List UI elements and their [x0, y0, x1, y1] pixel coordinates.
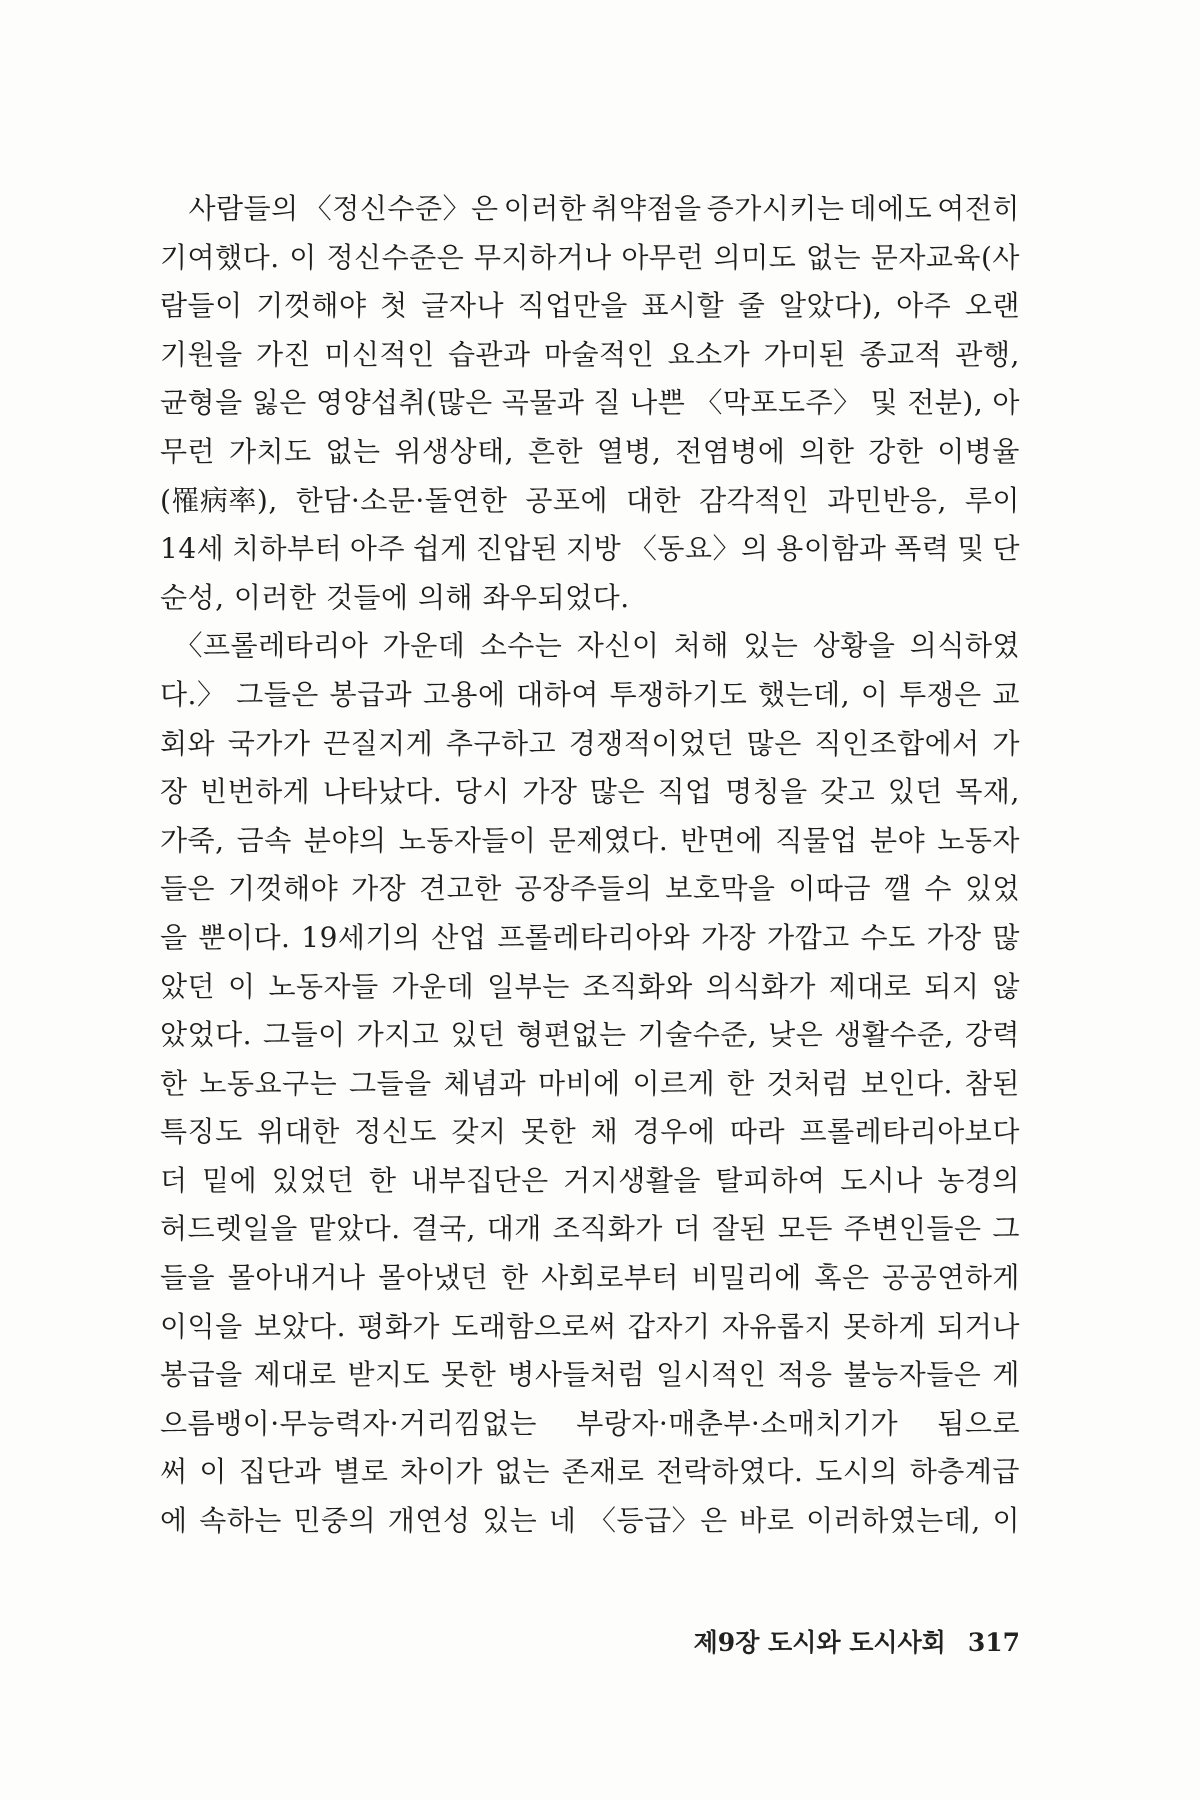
text-line: 허드렛일을 맡았다. 결국, 대개 조직화가 더 잘된 모든 주변인들은 그: [160, 1212, 1020, 1246]
text-line: 사람들의 〈정신수준〉은 이러한 취약점을 증가시키는 데에도 여전히: [160, 192, 1020, 225]
text-line: 순성, 이러한 것들에 의해 좌우되었다.: [160, 580, 630, 614]
text-line: 기여했다. 이 정신수준은 무지하거나 아무런 의미도 없는 문자교육(사: [160, 240, 1020, 274]
text-line: 다.〉 그들은 봉급과 고용에 대하여 투쟁하기도 했는데, 이 투쟁은 교: [160, 677, 1020, 711]
text-line: 봉급을 제대로 받지도 못한 병사들처럼 일시적인 적응 불능자들은 게: [160, 1358, 1020, 1392]
text-line: 았었다. 그들이 가지고 있던 형편없는 기술수준, 낮은 생활수준, 강력: [160, 1018, 1020, 1052]
text-line: 을 뿐이다. 19세기의 산업 프롤레타리아와 가장 가깝고 수도 가장 많: [160, 920, 1020, 954]
text-line: 특징도 위대한 정신도 갖지 못한 채 경우에 따라 프롤레타리아보다: [160, 1115, 1020, 1149]
text-line: 들을 몰아내거나 몰아냈던 한 사회로부터 비밀리에 혹은 공공연하게: [160, 1261, 1020, 1295]
text-line: 장 빈번하게 나타났다. 당시 가장 많은 직업 명칭을 갖고 있던 목재,: [160, 775, 1020, 809]
text-line: 한 노동요구는 그들을 체념과 마비에 이르게 한 것처럼 보인다. 참된: [160, 1066, 1020, 1100]
text-line: 았던 이 노동자들 가운데 일부는 조직화와 의식화가 제대로 되지 않: [160, 969, 1020, 1003]
page-number: 317: [967, 1628, 1020, 1657]
text-line: 더 밑에 있었던 한 내부집단은 거지생활을 탈피하여 도시나 농경의: [160, 1163, 1020, 1197]
text-line: 가죽, 금속 분야의 노동자들이 문제였다. 반면에 직물업 분야 노동자: [160, 823, 1020, 857]
text-line: 으름뱅이·무능력자·거리낌없는 부랑자·매춘부·소매치기가 됨으로: [160, 1406, 1020, 1440]
body-text: [160, 185, 1020, 1546]
text-line: 균형을 잃은 영양섭취(많은 곡물과 질 나쁜 〈막포도주〉 및 전분), 아: [160, 386, 1020, 420]
page-footer: [694, 1623, 1020, 1659]
text-line: 14세 치하부터 아주 쉽게 진압된 지방 〈동요〉의 용이함과 폭력 및 단: [160, 532, 1020, 566]
text-line: 람들이 기껏해야 첫 글자나 직업만을 표시할 줄 알았다), 아주 오랜: [160, 289, 1020, 323]
text-line: 기원을 가진 미신적인 습관과 마술적인 요소가 가미된 종교적 관행,: [160, 337, 1020, 371]
text-line: 〈프롤레타리아 가운데 소수는 자신이 처해 있는 상황을 의식하였: [160, 629, 1020, 663]
text-line: 들은 기껏해야 가장 견고한 공장주들의 보호막을 이따금 깰 수 있었: [160, 872, 1020, 906]
running-chapter-title: 제9장 도시와 도시사회: [693, 1628, 946, 1657]
text-line: 에 속하는 민중의 개연성 있는 네 〈등급〉은 바로 이러하였는데, 이: [160, 1504, 1020, 1538]
text-line: 이익을 보았다. 평화가 도래함으로써 갑자기 자유롭지 못하게 되거나: [160, 1309, 1020, 1343]
text-line: 무런 가치도 없는 위생상태, 흔한 열병, 전염병에 의한 강한 이병율: [160, 434, 1020, 468]
text-line: 써 이 집단과 별로 차이가 없는 존재로 전락하였다. 도시의 하층계급: [160, 1455, 1020, 1489]
text-line: 회와 국가가 끈질지게 추구하고 경쟁적이었던 많은 직인조합에서 가: [160, 726, 1020, 760]
text-line: (罹病率), 한담·소문·돌연한 공포에 대한 감각적인 과민반응, 루이: [160, 483, 1020, 517]
